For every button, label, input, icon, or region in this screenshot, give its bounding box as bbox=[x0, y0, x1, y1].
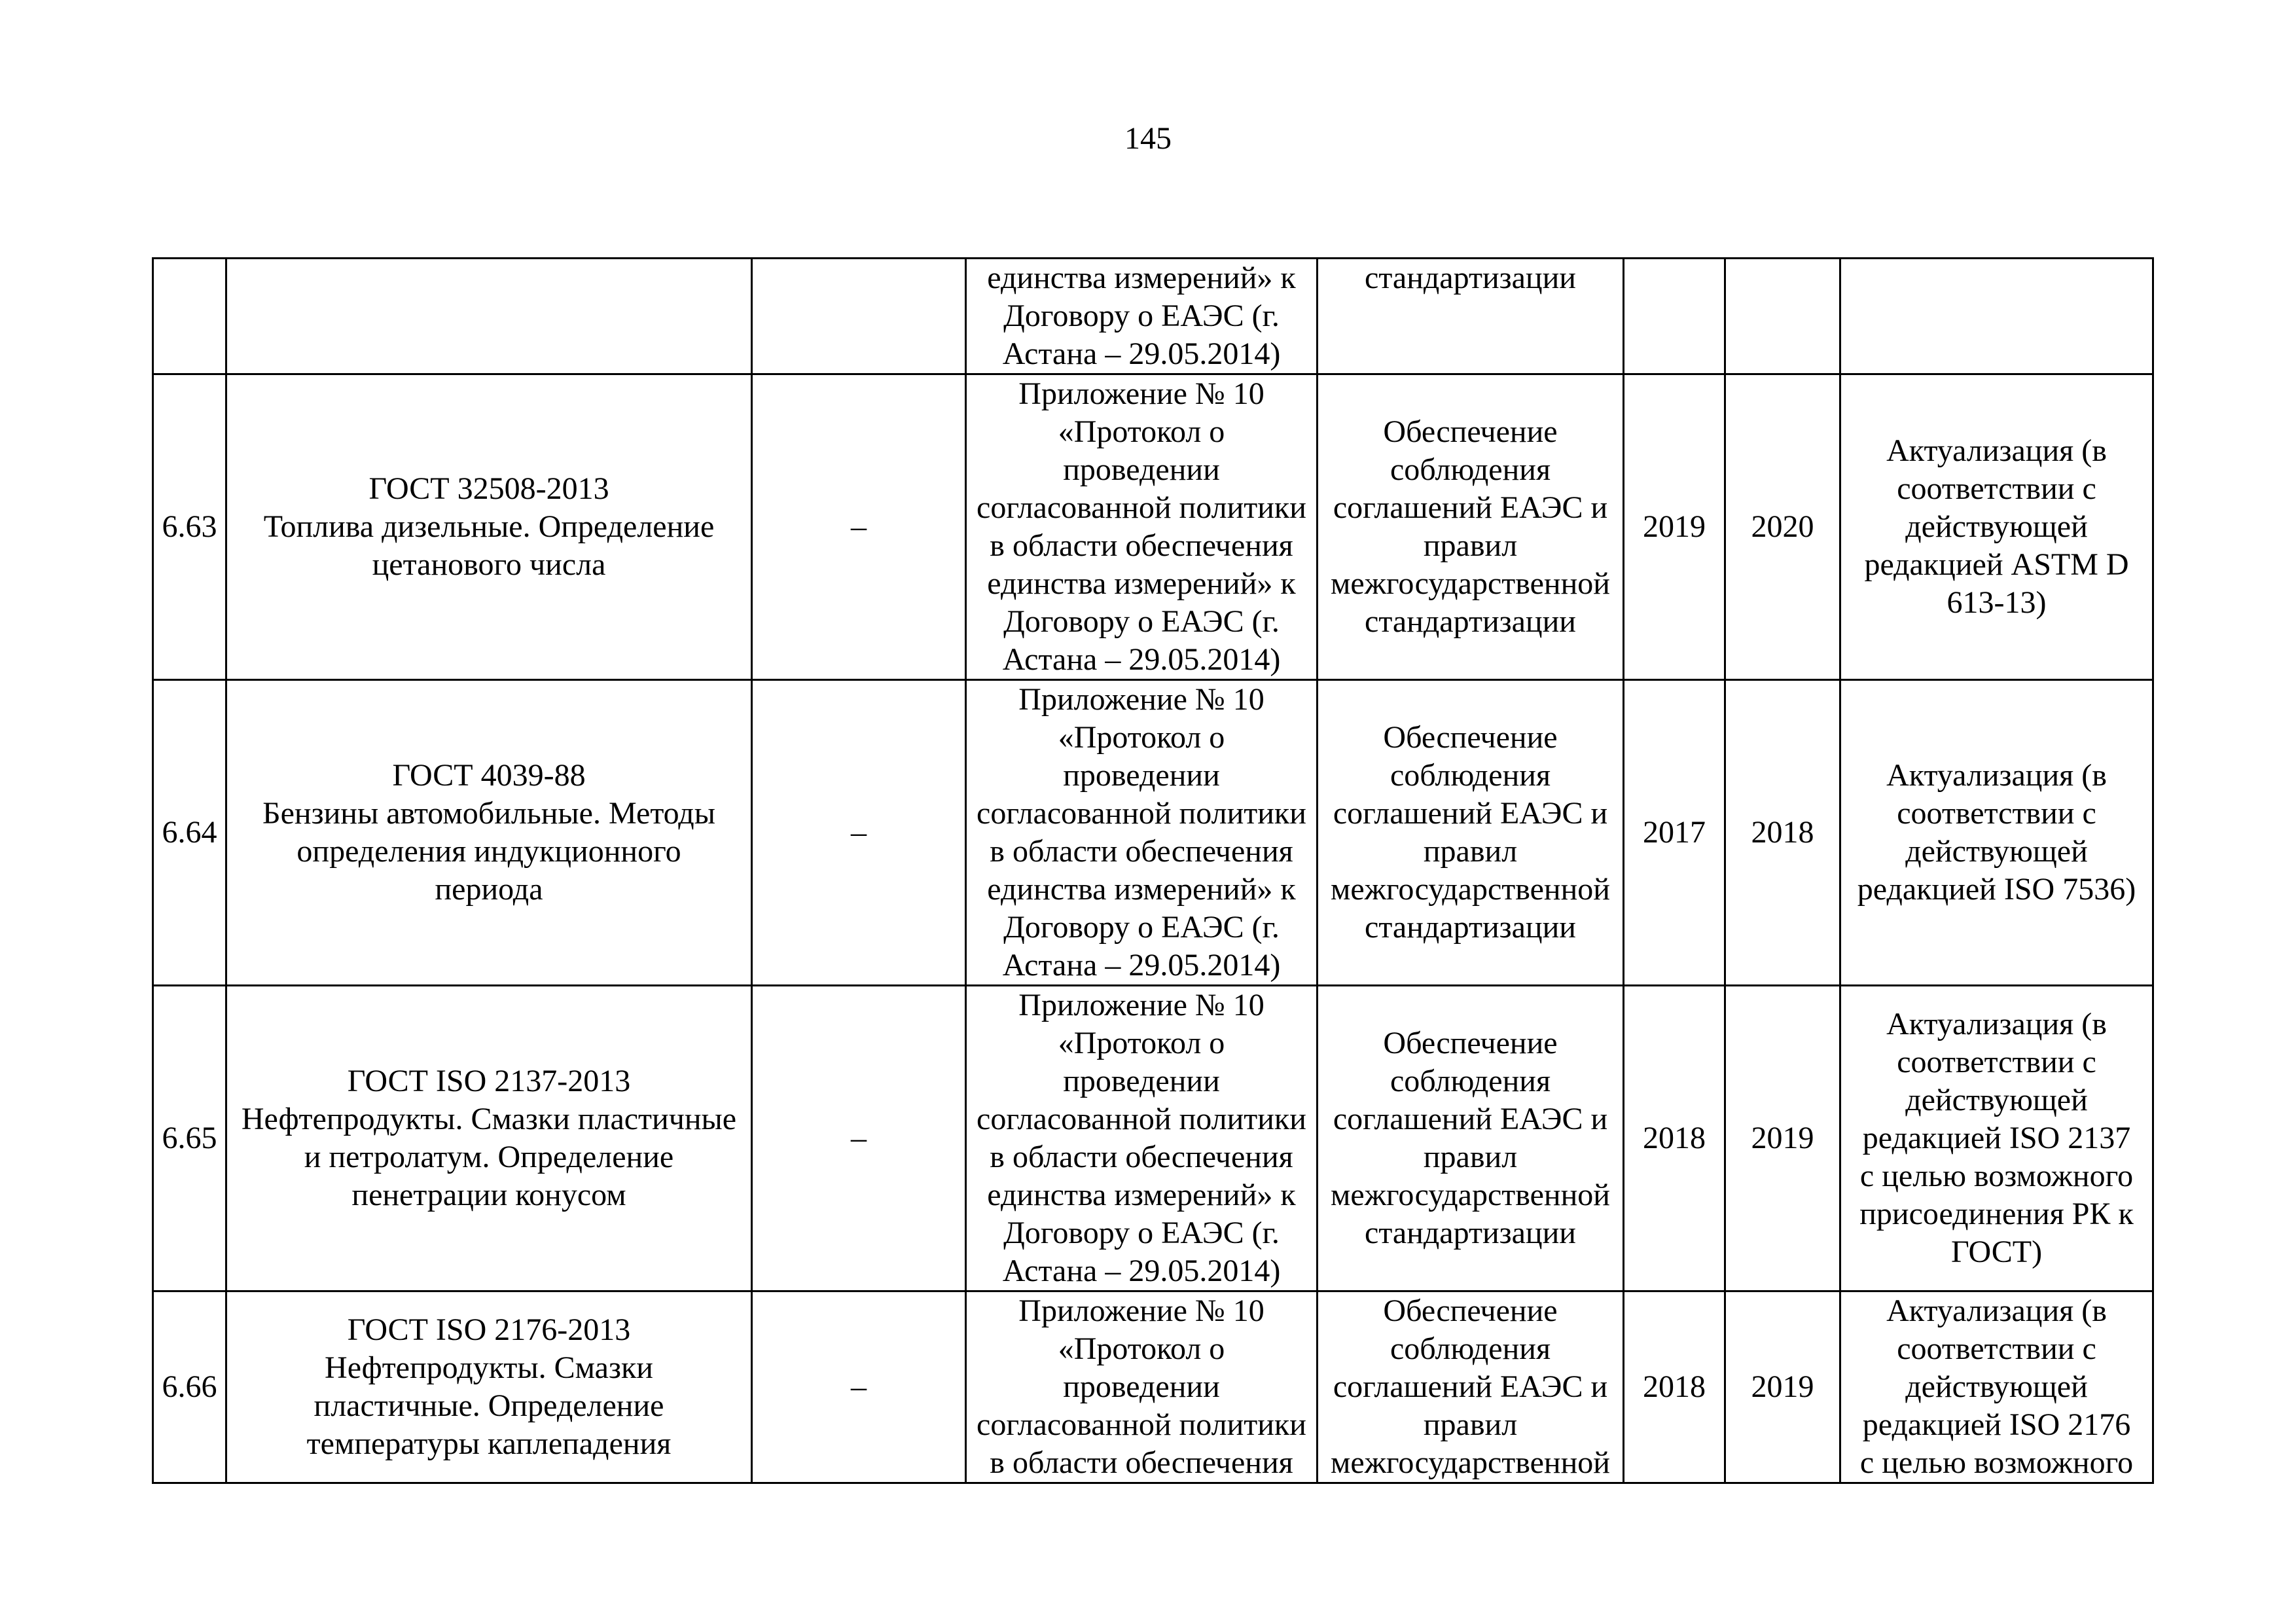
basis-line: «Протокол о bbox=[1058, 414, 1225, 449]
purpose-line: соглашений ЕАЭС и bbox=[1333, 1369, 1608, 1404]
reference-cell bbox=[752, 259, 966, 374]
basis-line: проведении bbox=[1063, 1369, 1220, 1404]
start-year-cell bbox=[1624, 986, 1725, 1291]
purpose-line: соглашений ЕАЭС и bbox=[1333, 1102, 1608, 1136]
start-year-text: 2019 bbox=[1643, 509, 1706, 544]
note-line: ГОСТ) bbox=[1950, 1235, 2043, 1269]
basis-cell bbox=[966, 680, 1318, 986]
note-line: с целью возможного bbox=[1859, 1159, 2134, 1193]
basis-line: Приложение № 10 bbox=[1018, 1293, 1265, 1328]
basis-line: Астана – 29.05.2014) bbox=[1002, 948, 1281, 983]
table-row bbox=[153, 680, 2153, 986]
end-year-cell bbox=[1725, 1291, 1840, 1483]
reference-cell bbox=[752, 680, 966, 986]
basis-line: Приложение № 10 bbox=[1018, 376, 1265, 411]
reference-text: – bbox=[851, 1369, 867, 1404]
end-year-cell bbox=[1725, 986, 1840, 1291]
purpose-cell bbox=[1318, 680, 1624, 986]
standard-line: температуры каплепадения bbox=[306, 1426, 672, 1461]
basis-cell bbox=[966, 259, 1318, 374]
basis-line: единства измерений» к bbox=[987, 261, 1296, 295]
basis-line: в области обеспечения bbox=[990, 528, 1293, 563]
standard-line: цетанового числа bbox=[372, 547, 606, 582]
note-line: соответствии с bbox=[1897, 471, 2096, 506]
purpose-line: правил bbox=[1423, 528, 1518, 563]
end-year-cell bbox=[1725, 259, 1840, 374]
standard-line: и петролатум. Определение bbox=[304, 1140, 674, 1174]
end-year-text: 2020 bbox=[1751, 509, 1814, 544]
basis-line: Астана – 29.05.2014) bbox=[1002, 336, 1281, 371]
basis-cell bbox=[966, 1291, 1318, 1483]
standard-line: ГОСТ ISO 2137-2013 bbox=[347, 1064, 631, 1098]
basis-line: Договору о ЕАЭС (г. bbox=[1003, 1216, 1280, 1250]
standard-line: ГОСТ ISO 2176-2013 bbox=[347, 1312, 631, 1347]
row-number-text: 6.66 bbox=[162, 1369, 217, 1404]
basis-line: единства измерений» к bbox=[987, 872, 1296, 907]
note-line: действующей bbox=[1905, 1369, 2088, 1404]
reference-cell bbox=[752, 986, 966, 1291]
basis-line: в области обеспечения bbox=[990, 834, 1293, 869]
row-number-text: 6.63 bbox=[162, 509, 217, 544]
end-year-cell bbox=[1725, 374, 1840, 680]
start-year-cell bbox=[1624, 680, 1725, 986]
purpose-cell bbox=[1318, 259, 1624, 374]
start-year-text: 2017 bbox=[1643, 815, 1706, 850]
basis-line: «Протокол о bbox=[1058, 1026, 1225, 1060]
start-year-cell bbox=[1624, 259, 1725, 374]
note-line: Актуализация (в bbox=[1886, 1007, 2107, 1041]
row-number-cell bbox=[153, 374, 226, 680]
note-cell bbox=[1840, 680, 2153, 986]
row-number-cell bbox=[153, 1291, 226, 1483]
note-line: действующей bbox=[1905, 834, 2088, 869]
purpose-line: соглашений ЕАЭС и bbox=[1333, 490, 1608, 525]
basis-line: Договору о ЕАЭС (г. bbox=[1003, 910, 1280, 945]
purpose-line: Обеспечение bbox=[1383, 720, 1558, 755]
start-year-cell bbox=[1624, 374, 1725, 680]
standard-line: Бензины автомобильные. Методы bbox=[262, 796, 715, 831]
end-year-text: 2019 bbox=[1751, 1121, 1814, 1155]
purpose-line: межгосударственной bbox=[1331, 1178, 1610, 1212]
basis-line: Приложение № 10 bbox=[1018, 988, 1265, 1022]
purpose-line: стандартизации bbox=[1365, 261, 1576, 295]
purpose-line: соблюдения bbox=[1390, 1331, 1551, 1366]
purpose-line: правил bbox=[1423, 1407, 1518, 1442]
table-row bbox=[153, 986, 2153, 1291]
basis-line: «Протокол о bbox=[1058, 1331, 1225, 1366]
end-year-text: 2019 bbox=[1751, 1369, 1814, 1404]
purpose-line: Обеспечение bbox=[1383, 414, 1558, 449]
basis-line: Астана – 29.05.2014) bbox=[1002, 1254, 1281, 1288]
purpose-line: межгосударственной bbox=[1331, 872, 1610, 907]
standard-line: пенетрации конусом bbox=[351, 1178, 626, 1212]
standards-table bbox=[152, 257, 2154, 1484]
row-number-text: 6.65 bbox=[162, 1121, 217, 1155]
purpose-cell bbox=[1318, 374, 1624, 680]
note-line: Актуализация (в bbox=[1886, 758, 2107, 793]
standard-line: пластичные. Определение bbox=[314, 1388, 664, 1423]
purpose-line: межгосударственной bbox=[1331, 566, 1610, 601]
table-row bbox=[153, 1291, 2153, 1483]
table-row bbox=[153, 259, 2153, 374]
note-line: редакцией ISO 2137 bbox=[1862, 1121, 2131, 1155]
basis-line: проведении bbox=[1063, 1064, 1220, 1098]
reference-text: – bbox=[851, 509, 867, 544]
purpose-line: стандартизации bbox=[1365, 1216, 1576, 1250]
basis-cell bbox=[966, 986, 1318, 1291]
basis-line: в области обеспечения bbox=[990, 1140, 1293, 1174]
standard-line: ГОСТ 32508-2013 bbox=[368, 471, 609, 506]
row-number-cell bbox=[153, 680, 226, 986]
reference-cell bbox=[752, 1291, 966, 1483]
basis-line: проведении bbox=[1063, 452, 1220, 487]
note-line: редакцией ASTM D bbox=[1864, 547, 2129, 582]
standard-line: определения индукционного bbox=[296, 834, 681, 869]
basis-cell bbox=[966, 374, 1318, 680]
standard-cell bbox=[226, 259, 752, 374]
standard-cell bbox=[226, 986, 752, 1291]
basis-line: согласованной политики bbox=[977, 1102, 1306, 1136]
basis-line: согласованной политики bbox=[977, 796, 1306, 831]
note-cell bbox=[1840, 1291, 2153, 1483]
standard-line: Нефтепродукты. Смазки bbox=[325, 1350, 653, 1385]
basis-line: согласованной политики bbox=[977, 1407, 1306, 1442]
start-year-text: 2018 bbox=[1643, 1369, 1706, 1404]
end-year-cell bbox=[1725, 680, 1840, 986]
reference-text: – bbox=[851, 1121, 867, 1155]
start-year-cell bbox=[1624, 1291, 1725, 1483]
note-line: 613-13) bbox=[1946, 585, 2047, 620]
standard-line: Нефтепродукты. Смазки пластичные bbox=[241, 1102, 737, 1136]
page-number: 145 bbox=[1124, 121, 1172, 156]
note-line: действующей bbox=[1905, 509, 2088, 544]
basis-line: согласованной политики bbox=[977, 490, 1306, 525]
standard-cell bbox=[226, 1291, 752, 1483]
basis-line: Договору о ЕАЭС (г. bbox=[1003, 298, 1280, 333]
note-line: Актуализация (в bbox=[1886, 1293, 2107, 1328]
purpose-line: соблюдения bbox=[1390, 1064, 1551, 1098]
purpose-line: правил bbox=[1423, 1140, 1518, 1174]
note-line: присоединения РК к bbox=[1859, 1197, 2134, 1231]
note-line: редакцией ISO 2176 bbox=[1862, 1407, 2131, 1442]
purpose-line: Обеспечение bbox=[1383, 1026, 1558, 1060]
note-line: действующей bbox=[1905, 1083, 2088, 1117]
note-line: Актуализация (в bbox=[1886, 433, 2107, 468]
purpose-line: стандартизации bbox=[1365, 910, 1576, 945]
note-cell bbox=[1840, 374, 2153, 680]
basis-line: «Протокол о bbox=[1058, 720, 1225, 755]
basis-line: в области обеспечения bbox=[990, 1445, 1293, 1480]
purpose-line: правил bbox=[1423, 834, 1518, 869]
standard-line: периода bbox=[435, 872, 543, 907]
note-cell bbox=[1840, 259, 2153, 374]
standard-cell bbox=[226, 374, 752, 680]
row-number-cell bbox=[153, 259, 226, 374]
row-number-cell bbox=[153, 986, 226, 1291]
purpose-line: Обеспечение bbox=[1383, 1293, 1558, 1328]
standard-cell bbox=[226, 680, 752, 986]
purpose-cell bbox=[1318, 1291, 1624, 1483]
row-number-text: 6.64 bbox=[162, 815, 217, 850]
basis-line: Договору о ЕАЭС (г. bbox=[1003, 604, 1280, 639]
basis-line: Астана – 29.05.2014) bbox=[1002, 642, 1281, 677]
reference-cell bbox=[752, 374, 966, 680]
purpose-line: стандартизации bbox=[1365, 604, 1576, 639]
basis-line: Приложение № 10 bbox=[1018, 682, 1265, 717]
note-line: соответствии с bbox=[1897, 1331, 2096, 1366]
start-year-text: 2018 bbox=[1643, 1121, 1706, 1155]
note-line: соответствии с bbox=[1897, 796, 2096, 831]
basis-line: единства измерений» к bbox=[987, 566, 1296, 601]
end-year-text: 2018 bbox=[1751, 815, 1814, 850]
basis-line: единства измерений» к bbox=[987, 1178, 1296, 1212]
purpose-cell bbox=[1318, 986, 1624, 1291]
purpose-line: соглашений ЕАЭС и bbox=[1333, 796, 1608, 831]
note-line: соответствии с bbox=[1897, 1045, 2096, 1079]
reference-text: – bbox=[851, 815, 867, 850]
purpose-line: соблюдения bbox=[1390, 452, 1551, 487]
table-row bbox=[153, 374, 2153, 680]
note-line: с целью возможного bbox=[1859, 1445, 2134, 1480]
standard-line: ГОСТ 4039-88 bbox=[392, 758, 586, 793]
note-cell bbox=[1840, 986, 2153, 1291]
purpose-line: межгосударственной bbox=[1331, 1445, 1610, 1480]
purpose-line: соблюдения bbox=[1390, 758, 1551, 793]
basis-line: проведении bbox=[1063, 758, 1220, 793]
standard-line: Топлива дизельные. Определение bbox=[263, 509, 715, 544]
note-line: редакцией ISO 7536) bbox=[1857, 872, 2136, 907]
